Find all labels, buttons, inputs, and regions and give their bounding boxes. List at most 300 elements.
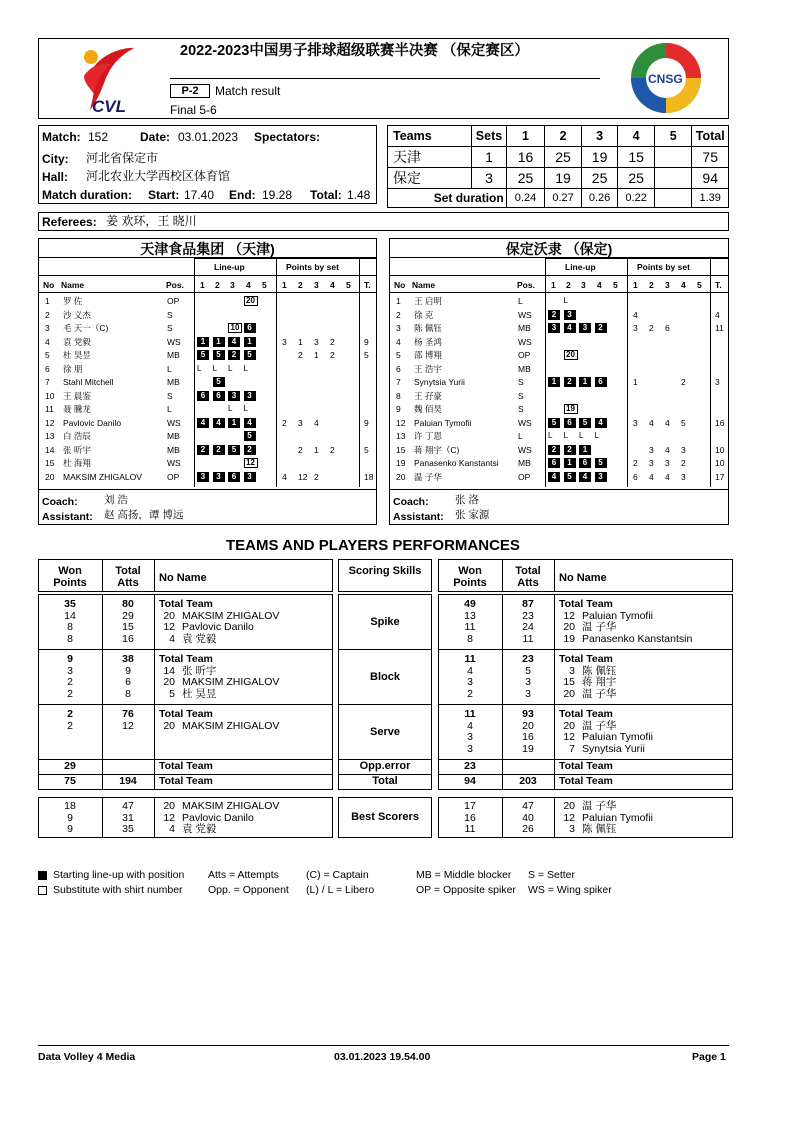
sb-header-sets: Sets xyxy=(472,126,507,147)
player-position: MB xyxy=(518,363,531,374)
player-total: 5 xyxy=(364,444,369,455)
starting-position-box: 1 xyxy=(579,377,591,387)
cvl-logo-text: CVL xyxy=(92,97,126,116)
starting-position-box: 4 xyxy=(564,323,576,333)
starting-position-box: 5 xyxy=(244,350,256,360)
player-name: 张 昕宇 xyxy=(63,444,91,455)
player-number: 14 xyxy=(45,444,55,455)
starting-position-box: 5 xyxy=(213,350,225,360)
set-duration: 0.24 xyxy=(506,189,545,208)
player-name: MAKSIM ZHIGALOV xyxy=(182,719,280,732)
player-name: Pavlovic Danilo xyxy=(182,811,254,824)
sb-cell: 3 xyxy=(472,168,507,189)
lineup-divider xyxy=(545,258,546,292)
set-points: 2 xyxy=(330,350,335,360)
starting-position-box: 3 xyxy=(197,472,209,482)
player-name: Total Team xyxy=(559,775,613,787)
sb-team-name: 保定 xyxy=(388,168,472,189)
sb-cell: 19 xyxy=(581,147,618,168)
player-number: 20 xyxy=(163,609,175,622)
section-rule xyxy=(338,704,432,705)
player-total: 18 xyxy=(364,471,374,482)
player-name: Total Team xyxy=(159,598,213,610)
player-name: Panasenko Kanstantsin xyxy=(582,632,693,645)
player-number: 7 xyxy=(45,377,50,387)
substitute-box: 10 xyxy=(228,323,242,333)
player-position: MB xyxy=(518,458,531,468)
perf-body-div xyxy=(154,594,155,790)
player-number: 2 xyxy=(396,309,401,320)
libero-marker: L xyxy=(579,431,584,440)
player-name: Pavlovic Danilo xyxy=(63,417,122,428)
starting-position-box: 3 xyxy=(244,472,256,482)
player-name: 温 子华 xyxy=(582,719,617,732)
footer-center: 03.01.2023 19.54.00 xyxy=(334,1051,431,1063)
total-atts: 80 xyxy=(122,598,134,610)
body-divider-lu xyxy=(545,292,546,487)
set-duration: 0.22 xyxy=(618,189,655,208)
substitute-box: 20 xyxy=(564,350,578,360)
starting-position-box: 3 xyxy=(228,391,240,401)
footer-left: Data Volley 4 Media xyxy=(38,1051,136,1063)
player-name: Pavlovic Danilo xyxy=(182,621,254,633)
starting-position-box: 5 xyxy=(564,472,576,482)
points-divider xyxy=(627,258,628,292)
col-header: 5 xyxy=(613,280,618,290)
team-right-table xyxy=(389,238,729,525)
total-atts: 87 xyxy=(522,598,534,610)
spectators-label: Spectators: xyxy=(254,130,321,144)
set-points: 4 xyxy=(649,471,654,482)
player-name: MAKSIM ZHIGALOV xyxy=(182,676,280,688)
col-header: Name xyxy=(412,280,436,290)
starting-position-box: 1 xyxy=(213,337,225,347)
set-points: 3 xyxy=(633,323,638,333)
total-atts: 35 xyxy=(122,823,134,835)
starting-position-box: 6 xyxy=(595,377,607,387)
player-name: 袁 党毅 xyxy=(63,336,91,347)
player-number: 20 xyxy=(45,471,55,482)
set-points: 4 xyxy=(282,471,287,482)
player-position: L xyxy=(518,296,523,306)
set-points: 2 xyxy=(649,323,654,333)
sb-cell: 1 xyxy=(472,147,507,168)
player-position: MB xyxy=(167,431,180,441)
hall-value: 河北农业大学西校区体育馆 xyxy=(86,169,231,183)
header-rule-2 xyxy=(390,275,728,276)
player-position: WS xyxy=(518,309,532,320)
date-label: Date: xyxy=(140,130,171,144)
assistant-label: Assistant: xyxy=(393,511,444,523)
player-name: Paluian Tymofii xyxy=(414,417,472,428)
sb-cell: 94 xyxy=(692,168,729,189)
set-points: 12 xyxy=(298,471,308,482)
starting-position-box: 5 xyxy=(548,418,560,428)
player-name: 魏 佰昊 xyxy=(414,404,442,414)
lineup-label: Line-up xyxy=(565,262,596,272)
set-points: 4 xyxy=(665,471,670,482)
total-atts: 15 xyxy=(122,621,134,633)
won-points: 4 xyxy=(467,719,473,732)
won-points: 49 xyxy=(464,598,476,610)
player-name: 王 晨鉴 xyxy=(63,390,91,401)
won-points: 8 xyxy=(67,632,73,645)
libero-marker: L xyxy=(243,404,248,413)
set-points: 3 xyxy=(681,471,686,482)
city-value: 河北省保定市 xyxy=(86,151,159,165)
set-points: 2 xyxy=(330,336,335,347)
set-duration-label: Set duration xyxy=(388,189,507,208)
player-number: 4 xyxy=(169,823,175,835)
header-rule-3 xyxy=(390,292,728,293)
col-header: No xyxy=(43,280,55,290)
player-position: WS xyxy=(167,458,181,468)
player-number: 20 xyxy=(563,621,575,633)
perf-header-div xyxy=(554,559,555,592)
libero-marker: L xyxy=(212,363,217,373)
sb-cell: 16 xyxy=(506,147,545,168)
won-points: 8 xyxy=(467,632,473,645)
player-name: 温 子华 xyxy=(414,471,442,482)
player-name: 袁 党毅 xyxy=(182,823,217,835)
player-number: 12 xyxy=(563,811,575,824)
sb-header-set1: 1 xyxy=(506,126,545,147)
starting-position-box: 2 xyxy=(213,445,225,455)
player-position: L xyxy=(167,363,172,374)
player-number: 20 xyxy=(163,719,175,732)
libero-marker: L xyxy=(243,363,248,373)
set-points: 4 xyxy=(633,309,638,320)
total-atts: 47 xyxy=(522,800,534,812)
scoreboard xyxy=(387,125,729,208)
starting-position-box: 2 xyxy=(548,310,560,320)
sb-header-teams: Teams xyxy=(388,126,472,147)
starting-position-box: 2 xyxy=(228,350,240,360)
set-points: 3 xyxy=(314,336,319,347)
player-name: 徐 克 xyxy=(414,309,434,320)
substitute-box: 20 xyxy=(244,296,258,306)
player-position: S xyxy=(518,390,524,401)
col-header: 4 xyxy=(597,280,602,290)
won-points: 13 xyxy=(464,609,476,622)
starting-position-box: 3 xyxy=(579,323,591,333)
section-rule xyxy=(38,704,333,705)
set-points: 3 xyxy=(633,417,638,428)
total-atts: 23 xyxy=(522,609,534,622)
player-number: 11 xyxy=(45,404,54,414)
sb-team-name: 天津 xyxy=(388,147,472,168)
player-number: 3 xyxy=(45,323,50,333)
won-points: 2 xyxy=(67,687,73,700)
player-total: 4 xyxy=(715,309,720,320)
won-points: 18 xyxy=(64,800,76,812)
col-header: No xyxy=(394,280,406,290)
end-value: 19.28 xyxy=(262,188,293,202)
player-number: 8 xyxy=(396,390,401,401)
player-name: 许 丁恩 xyxy=(414,431,442,441)
total-atts: 47 xyxy=(122,800,134,812)
coach-rule xyxy=(39,489,376,490)
starting-position-box: 1 xyxy=(548,377,560,387)
coach-rule xyxy=(390,489,728,490)
total-atts: 8 xyxy=(125,687,131,700)
section-rule xyxy=(438,704,733,705)
starting-position-box: 5 xyxy=(579,418,591,428)
player-position: OP xyxy=(167,296,180,306)
player-name: 杜 昊昱 xyxy=(182,687,217,700)
player-number: 20 xyxy=(563,800,575,812)
hall-label: Hall: xyxy=(42,170,69,184)
won-points: 9 xyxy=(67,811,73,824)
starting-position-box: 4 xyxy=(228,337,240,347)
player-number: 20 xyxy=(563,719,575,732)
player-position: MB xyxy=(167,377,180,387)
set-points: 4 xyxy=(649,417,654,428)
col-header: 3 xyxy=(230,280,235,290)
assistant-name: 张 家源 xyxy=(455,509,490,521)
player-number: 19 xyxy=(396,458,406,468)
section-rule xyxy=(438,649,733,650)
col-header: Pos. xyxy=(166,280,184,290)
starting-position-box: 1 xyxy=(197,337,209,347)
player-number: 20 xyxy=(396,471,406,482)
player-number: 12 xyxy=(396,417,406,428)
total-atts: 24 xyxy=(522,621,534,633)
won-points: 2 xyxy=(67,708,73,720)
player-name: 白 浩辰 xyxy=(63,431,91,441)
sb-header-set4: 4 xyxy=(618,126,655,147)
player-number: 14 xyxy=(163,664,175,677)
player-position: S xyxy=(518,377,524,387)
starting-position-box: 4 xyxy=(213,418,225,428)
player-name: Synytsia Yurii xyxy=(582,742,645,755)
player-number: 12 xyxy=(45,417,55,428)
player-position: MB xyxy=(167,350,180,360)
set-points: 2 xyxy=(298,350,303,360)
won-points: 75 xyxy=(64,775,76,787)
legend-atts: Atts = Attempts xyxy=(208,869,279,881)
starting-position-box: 6 xyxy=(197,391,209,401)
set-points: 3 xyxy=(282,336,287,347)
player-name: 王 孖豪 xyxy=(414,390,442,401)
team-name: 天津食品集团 （天津) xyxy=(140,241,275,257)
starting-position-box: 6 xyxy=(213,391,225,401)
col-header: 2 xyxy=(215,280,220,290)
col-header: 3 xyxy=(314,280,319,290)
player-position: S xyxy=(167,323,173,333)
player-name: Stahl Mitchell xyxy=(63,377,114,387)
player-name: 陈 佩钰 xyxy=(582,823,617,835)
sb-cell xyxy=(654,147,692,168)
set-duration: 1.39 xyxy=(692,189,729,208)
player-name: 罗 佐 xyxy=(63,296,83,306)
starting-position-box: 3 xyxy=(548,323,560,333)
player-total: 16 xyxy=(715,417,725,428)
skill-label: Opp.error xyxy=(359,760,411,772)
player-number: 15 xyxy=(563,676,575,688)
total-atts-header: Total Atts xyxy=(115,565,141,589)
player-number: 20 xyxy=(563,687,575,700)
total-atts: 19 xyxy=(522,742,534,755)
set-duration: 0.27 xyxy=(545,189,582,208)
won-points: 11 xyxy=(464,708,476,720)
set-points: 2 xyxy=(298,444,303,455)
starting-position-box: 2 xyxy=(244,445,256,455)
player-name: 蒋 翔宇（C) xyxy=(414,444,460,455)
player-number: 5 xyxy=(45,350,50,360)
sb-cell: 25 xyxy=(618,168,655,189)
player-position: MB xyxy=(518,323,531,333)
col-header: 4 xyxy=(681,280,686,290)
body-divider-pts xyxy=(627,292,628,487)
won-points: 94 xyxy=(464,775,476,787)
player-name: Total Team xyxy=(159,760,213,772)
player-number: 13 xyxy=(396,431,406,441)
player-total: 9 xyxy=(364,417,369,428)
won-points: 8 xyxy=(67,621,73,633)
won-points: 3 xyxy=(467,731,473,743)
substitute-swatch xyxy=(38,886,47,895)
player-total: 10 xyxy=(715,444,725,455)
end-label: End: xyxy=(229,188,256,202)
won-points: 3 xyxy=(67,664,73,677)
legend-op: OP = Opposite spiker xyxy=(416,884,516,896)
starting-position-box: 2 xyxy=(197,445,209,455)
col-header: 1 xyxy=(200,280,205,290)
starting-position-box: 1 xyxy=(228,418,240,428)
player-name: 张 昕宇 xyxy=(182,664,217,677)
player-name: 王 浩宇 xyxy=(414,363,442,374)
coach-name: 张 洛 xyxy=(455,494,479,506)
skill-label: Best Scorers xyxy=(351,811,419,823)
starting-position-box: 5 xyxy=(213,377,225,387)
set-points: 6 xyxy=(665,323,670,333)
col-header: 5 xyxy=(346,280,351,290)
won-points: 16 xyxy=(464,811,476,824)
team-name: 保定沃隶 （保定) xyxy=(505,241,613,257)
player-position: S xyxy=(518,404,524,414)
total-atts: 3 xyxy=(525,676,531,688)
player-name: Total Team xyxy=(159,653,213,665)
player-number: 2 xyxy=(45,309,50,320)
player-total: 10 xyxy=(715,458,725,468)
starting-position-box: 1 xyxy=(564,458,576,468)
lineup-label: Line-up xyxy=(214,262,245,272)
legend-setter: S = Setter xyxy=(528,869,575,881)
total-atts: 31 xyxy=(122,811,134,824)
total-atts: 38 xyxy=(122,653,134,665)
starting-position-box: 1 xyxy=(579,445,591,455)
duration-label: Match duration: xyxy=(42,188,132,202)
col-header: T. xyxy=(715,280,722,290)
team-left-table xyxy=(38,238,377,525)
col-header: 2 xyxy=(566,280,571,290)
set-points: 2 xyxy=(681,458,686,468)
cnsg-logo xyxy=(626,40,706,116)
libero-marker: L xyxy=(594,431,599,440)
player-position: OP xyxy=(518,471,531,482)
total-atts: 6 xyxy=(125,676,131,688)
player-total: 3 xyxy=(715,377,720,387)
skill-label: Block xyxy=(370,671,400,683)
player-name: 陈 佩钰 xyxy=(414,323,442,333)
player-number: 7 xyxy=(569,742,575,755)
set-points: 1 xyxy=(314,350,319,360)
starting-position-box: 4 xyxy=(595,418,607,428)
body-divider-lu xyxy=(194,292,195,487)
substitute-box: 19 xyxy=(564,404,578,414)
won-points: 11 xyxy=(464,621,476,633)
total-atts: 3 xyxy=(525,687,531,700)
assistant-name: 赵 高扬，谭 博远 xyxy=(104,509,184,521)
player-position: OP xyxy=(167,471,180,482)
header-rule-2 xyxy=(39,275,376,276)
player-name: 邵 博翔 xyxy=(414,350,442,360)
libero-marker: L xyxy=(228,363,233,373)
no-name-header: No Name xyxy=(559,572,607,584)
starting-position-box: 2 xyxy=(564,445,576,455)
doc-code: P-2 xyxy=(170,84,210,98)
won-points: 9 xyxy=(67,653,73,665)
player-number: 4 xyxy=(169,632,175,645)
player-name: 沙 义杰 xyxy=(63,309,91,320)
cvl-logo xyxy=(72,42,142,118)
total-atts: 11 xyxy=(522,632,534,645)
sb-cell: 19 xyxy=(545,168,582,189)
total-atts: 16 xyxy=(522,731,534,743)
total-atts: 23 xyxy=(522,653,534,665)
page-title: 2022-2023中国男子排球超级联赛半决赛 （保定赛区） xyxy=(180,43,529,59)
legend-captain: (C) = Captain xyxy=(306,869,369,881)
sb-cell: 25 xyxy=(581,168,618,189)
total-atts: 20 xyxy=(522,719,534,732)
skill-label: Total xyxy=(372,775,398,787)
player-number: 7 xyxy=(396,377,401,387)
total-atts: 40 xyxy=(522,811,534,824)
sb-cell: 75 xyxy=(692,147,729,168)
starting-position-box: 6 xyxy=(228,472,240,482)
best-div xyxy=(554,797,555,838)
total-atts: 16 xyxy=(122,632,134,645)
player-position: MB xyxy=(167,444,180,455)
set-points: 2 xyxy=(314,471,319,482)
skill-label: Spike xyxy=(370,616,400,628)
total-atts: 5 xyxy=(525,664,531,677)
libero-marker: L xyxy=(563,296,568,305)
player-number: 12 xyxy=(163,811,175,824)
col-header: T. xyxy=(364,280,371,290)
player-name: Paluian Tymofii xyxy=(582,811,654,824)
player-number: 1 xyxy=(396,296,401,306)
starting-position-box: 2 xyxy=(595,323,607,333)
col-header: 1 xyxy=(551,280,556,290)
coach-label: Coach: xyxy=(42,496,78,508)
player-number: 9 xyxy=(396,404,401,414)
legend-libero: (L) / L = Libero xyxy=(306,884,375,896)
starting-position-box: 4 xyxy=(244,418,256,428)
player-number: 12 xyxy=(563,731,575,743)
starting-position-box: 2 xyxy=(548,445,560,455)
player-name: MAKSIM ZHIGALOV xyxy=(182,609,280,622)
player-number: 12 xyxy=(163,621,175,633)
legend-substitute: Substitute with shirt number xyxy=(53,884,183,896)
set-points: 4 xyxy=(665,417,670,428)
starting-position-box: 4 xyxy=(197,418,209,428)
starting-position-box: 6 xyxy=(244,323,256,333)
col-header: 1 xyxy=(282,280,287,290)
coach-label: Coach: xyxy=(393,496,429,508)
player-name: Panasenko Kanstantsi xyxy=(414,458,499,468)
